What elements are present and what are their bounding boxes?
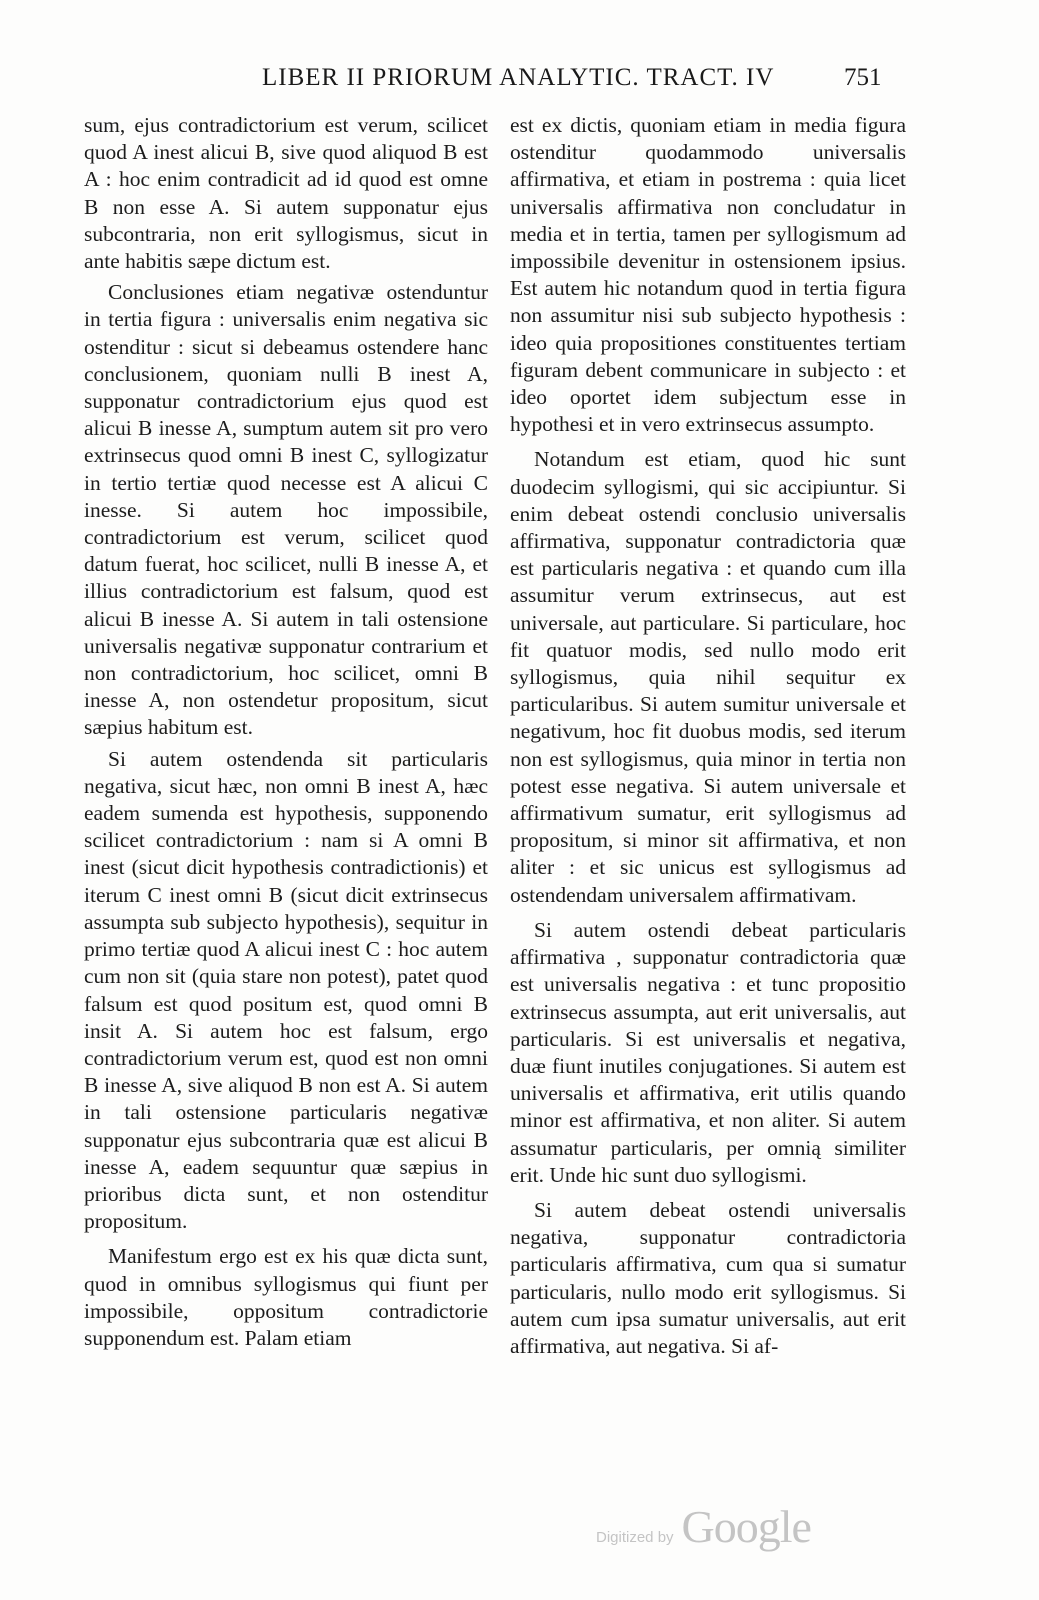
page-number: 751 xyxy=(844,64,882,91)
watermark-prefix: Digitized by xyxy=(596,1529,674,1546)
running-head-title: LIBER II PRIORUM ANALYTIC. TRACT. IV xyxy=(262,64,775,91)
right-paragraph-4: Si autem debeat ostendi universalis negativa, supponatur contradictoria particularis affirmativa, cum qua si sumatur particularis, nullo modo erit syllogismus. Si autem cum ipsa sumatur universalis, aut erit affirmativa, aut negativa. Si af- xyxy=(510,1197,906,1358)
right-paragraph-1: est ex dictis, quoniam etiam in media figura ostenditur quodammodo universalis affirmativa, et etiam in postrema : quia licet universalis affirmativa non concludatur in media et in tertia, tamen per syllogismum ad impossibile devenitur in ostensionem ipsius. Est autem hic notandum quod in tertia figura non assumitur nisi sub subjecto hypothesis : ideo quia propositiones constituentes tertiam figuram debent communicare in subjecto : et ideo oportet idem subjectum esse in hypothesi et in vero extrinsecus assumpto. xyxy=(510,113,906,437)
google-logo: Google xyxy=(681,1501,811,1552)
right-paragraph-3: Si autem ostendi debeat particularis affirmativa , supponatur contradictoria quæ est universalis negativa : et tunc propositio extrinsecus assumpta, aut erit universalis, aut particularis. Si est universalis et negativa, duæ fiunt inutiles conjugationes. Si autem est universalis et affirmativa, erit utilis quando minor est affirmativa, et non aliter. Si autem assumatur particularis, per omnią similiter erit. Unde hic sunt duo syllogismi. xyxy=(510,917,906,1187)
left-paragraph-1: sum, ejus contradictorium est verum, scilicet quod A inest alicui B, sive quod aliquod B est A : hoc enim contradicit ad id quod est omne B non esse A. Si autem supponatur ejus subcontraria, non erit syllogismus, sicut in ante habitis sæpe dictum est. xyxy=(84,113,488,274)
google-watermark xyxy=(596,1500,811,1550)
left-column xyxy=(84,112,488,1352)
left-paragraph-4: Manifestum ergo est ex his quæ dicta sunt, quod in omnibus syllogismus qui fiunt per impossibile, oppositum contradictorie supponendum est. Palam etiam xyxy=(84,1244,488,1350)
running-head xyxy=(0,64,1039,104)
left-paragraph-2: Conclusiones etiam negativæ ostenduntur in tertia figura : universalis enim negativa sic ostenditur : sicut si debeamus ostendere hanc conclusionem, quoniam nulli B inest A, supponatur contradictorium ejus quod est alicui B inesse A, sumptum autem sit pro vero extrinsecus quod omni B inest C, syllogizatur in tertio tertiæ quod necesse est A alicui C inesse. Si autem hoc impossibile, contradictorium est verum, scilicet quod datum fuerat, hoc scilicet, nulli B inesse A, et illius contradictorium est falsum, quod est alicui B inesse A. Si autem in tali ostensione universalis negativæ supponatur contrarium et non contradictorium, hoc scilicet, omni B inesse A, non ostendetur propositum, sicut sæpius habitum est. xyxy=(84,280,488,740)
right-column xyxy=(510,112,906,1360)
right-paragraph-2: Notandum est etiam, quod hic sunt duodecim syllogismi, qui sic accipiuntur. Si enim debeat ostendi conclusio universalis affirmativa, supponatur contradictoria quæ est particularis negativa : et quando cum illa assumitur verum extrinsecus, aut est universale, aut particulare. Si particulare, hoc fit quatuor modis, sed nullo modo erit syllogismus, quia nihil sequitur ex particularibus. Si autem sumitur universale et negativum, hoc fit duobus modis, sed iterum non est syllogismus, quia minor in tertia non potest esse negativa. Si autem universale et affirmativum sumatur, erit syllogismus ad propositum, si minor sit affirmativa, et non aliter : et sic unicus est syllogismus ad ostendendam universalem affirmativam. xyxy=(510,447,906,907)
left-paragraph-3: Si autem ostendenda sit particularis negativa, sicut hæc, non omni B inest A, hæc eadem sumenda est hypothesis, supponendo scilicet contradictorium : nam si A omni B inest (sicut dicit hypothesis contradictionis) et iterum C inest omni B (sicut dicit extrinsecus assumpta sub subjecto hypothesis), sequitur in primo tertiæ quod A alicui inest C : hoc autem cum non sit (quia stare non potest), patet quod falsum est quod positum est, quod omni B insit A. Si autem hoc est falsum, ergo contradictorium verum est, quod est non omni B inesse A, sive aliquod B non est A. Si autem in tali ostensione particularis negativæ supponatur ejus subcontraria quæ est alicui B inesse A, eadem sequuntur quæ sæpius in prioribus dicta sunt, et non ostenditur propositum. xyxy=(84,746,488,1234)
